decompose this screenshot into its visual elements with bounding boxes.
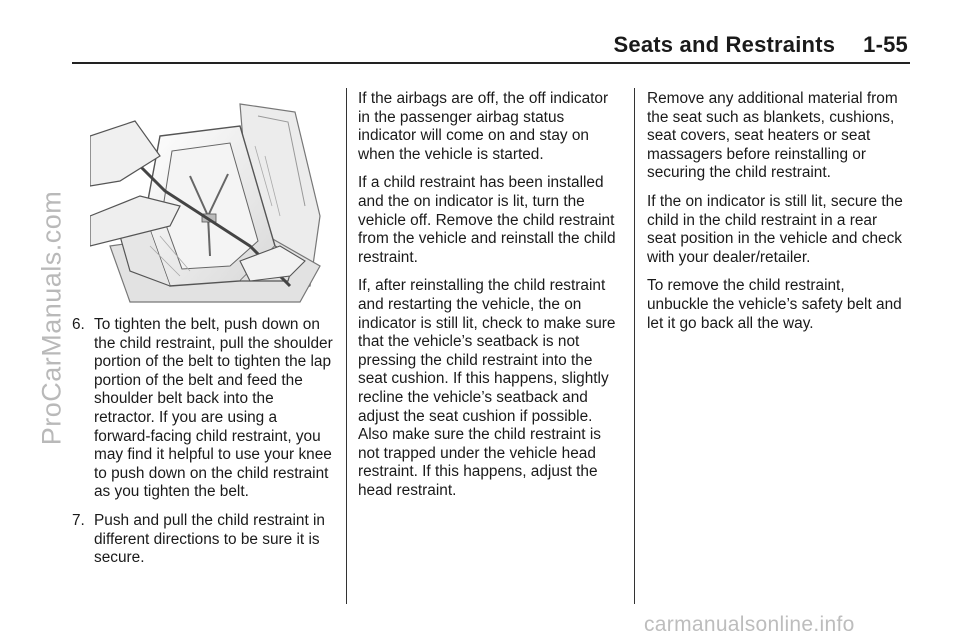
paragraph: To remove the child restraint, unbuckle the vehicle’s safety belt and let it go back all the way. [647, 277, 902, 332]
column-divider-2 [634, 88, 635, 604]
item-number: 7. [72, 511, 85, 529]
section-title: Seats and Restraints [613, 32, 836, 57]
watermark-side-text: ProCarManuals.com [36, 190, 67, 446]
paragraph: If the on indicator is still lit, secure the child in the child restraint in a rear seat position in the vehicle and check with your dealer/retailer. [647, 192, 903, 266]
item-number: 6. [72, 316, 85, 333]
watermark-bottom[interactable]: carmanualsonline.info [644, 613, 855, 636]
child-restraint-illustration [90, 96, 332, 306]
paragraph: If a child restraint has been installed and the on indicator is lit, turn the vehicle off. Remove the child restraint from the vehicle and reinstall the child restraint. [358, 174, 616, 266]
column-divider-1 [346, 88, 347, 604]
item-text: Push and pull the child restraint in different directions to be sure it is secure. [94, 511, 325, 567]
paragraph: If, after reinstalling the child restraint and restarting the vehicle, the on indicator is still lit, check to make sure that the vehicle’s seatback is not pressing the child restraint into the seat cushion. If this happens, slightly recline the vehicle’s seatback and adjust the seat cushion if possible. Also make sure the child restraint is not trapped under the vehicle head restraint. If this happens, adjust the head restraint. [358, 277, 616, 499]
list-item [72, 512, 334, 568]
page-header [600, 32, 908, 58]
page-number: 1-55 [863, 32, 908, 57]
list-item [72, 316, 334, 502]
column-3 [647, 90, 909, 343]
paragraph: If the airbags are off, the off indicator in the passenger airbag status indicator will come on and stay on when the vehicle is started. [358, 90, 609, 163]
paragraph: Remove any additional material from the seat such as blankets, cushions, seat covers, seat heaters or seat massagers before reinstalling or securing the child restraint. [647, 90, 898, 182]
column-2 [358, 90, 620, 510]
column-1 [72, 316, 334, 578]
header-rule [72, 62, 910, 64]
item-text: To tighten the belt, push down on the child restraint, pull the shoulder portion of the belt to tighten the lap portion of the belt and feed the shoulder belt back into the retractor. If you are using a forward-facing child restraint, you may find it helpful to use your knee to push down on the child restraint as you tighten the belt. [94, 316, 333, 501]
